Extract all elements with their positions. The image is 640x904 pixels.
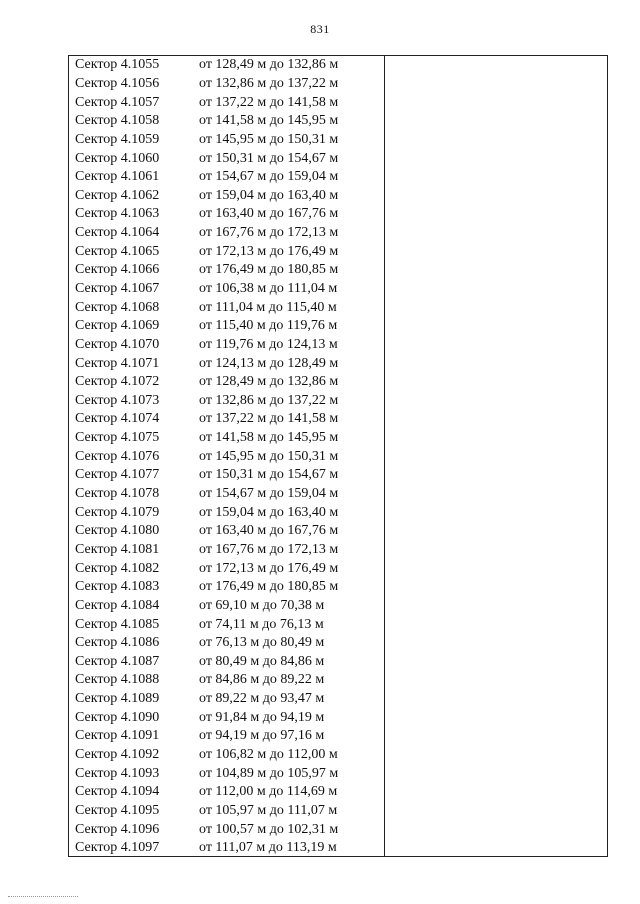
sector-cell: Сектор 4.1079 <box>75 504 160 520</box>
table-row <box>69 224 384 243</box>
sector-rows <box>69 56 384 858</box>
table-row <box>69 261 384 280</box>
sector-cell: Сектор 4.1056 <box>75 75 160 91</box>
distance-range-cell: от 167,76 м до 172,13 м <box>199 541 339 557</box>
distance-range-cell: от 104,89 м до 105,97 м <box>199 765 339 781</box>
distance-range-cell: от 137,22 м до 141,58 м <box>199 411 339 427</box>
distance-range-cell: от 80,49 м до 84,86 м <box>199 653 325 669</box>
sector-cell: Сектор 4.1070 <box>75 336 160 352</box>
sector-cell: Сектор 4.1069 <box>75 318 160 334</box>
sector-cell: Сектор 4.1076 <box>75 448 160 464</box>
distance-range-cell: от 105,97 м до 111,07 м <box>199 802 338 818</box>
sector-cell: Сектор 4.1096 <box>75 821 160 837</box>
table-row <box>69 168 384 187</box>
table-row <box>69 503 384 522</box>
distance-range-cell: от 94,19 м до 97,16 м <box>199 728 325 744</box>
sector-cell: Сектор 4.1061 <box>75 169 160 185</box>
sector-cell: Сектор 4.1062 <box>75 187 160 203</box>
sector-cell: Сектор 4.1068 <box>75 299 160 315</box>
distance-range-cell: от 145,95 м до 150,31 м <box>199 448 339 464</box>
table-row <box>69 578 384 597</box>
distance-range-cell: от 141,58 м до 145,95 м <box>199 113 339 129</box>
sector-cell: Сектор 4.1081 <box>75 541 160 557</box>
distance-range-cell: от 172,13 м до 176,49 м <box>199 560 339 576</box>
table-row <box>69 56 384 75</box>
sector-cell: Сектор 4.1065 <box>75 243 160 259</box>
distance-range-cell: от 89,22 м до 93,47 м <box>199 691 325 707</box>
distance-range-cell: от 176,49 м до 180,85 м <box>199 579 339 595</box>
distance-range-cell: от 172,13 м до 176,49 м <box>199 243 339 259</box>
table-row <box>69 466 384 485</box>
sector-cell: Сектор 4.1082 <box>75 560 160 576</box>
sector-cell: Сектор 4.1092 <box>75 747 160 763</box>
table-row <box>69 615 384 634</box>
distance-range-cell: от 150,31 м до 154,67 м <box>199 150 339 166</box>
sector-cell: Сектор 4.1066 <box>75 262 160 278</box>
sector-cell: Сектор 4.1087 <box>75 653 160 669</box>
distance-range-cell: от 124,13 м до 128,49 м <box>199 355 339 371</box>
table-row <box>69 186 384 205</box>
sector-cell: Сектор 4.1063 <box>75 206 160 222</box>
distance-range-cell: от 112,00 м до 114,69 м <box>199 784 338 800</box>
sector-cell: Сектор 4.1097 <box>75 840 160 856</box>
sector-cell: Сектор 4.1060 <box>75 150 160 166</box>
distance-range-cell: от 84,86 м до 89,22 м <box>199 672 325 688</box>
table-row <box>69 373 384 392</box>
sector-cell: Сектор 4.1085 <box>75 616 160 632</box>
table-row <box>69 75 384 94</box>
table-row <box>69 690 384 709</box>
table-row <box>69 112 384 131</box>
distance-range-cell: от 176,49 м до 180,85 м <box>199 262 339 278</box>
table-row <box>69 242 384 261</box>
table-row <box>69 354 384 373</box>
distance-range-cell: от 163,40 м до 167,76 м <box>199 206 339 222</box>
sector-cell: Сектор 4.1074 <box>75 411 160 427</box>
table-row <box>69 671 384 690</box>
sector-cell: Сектор 4.1083 <box>75 579 160 595</box>
sector-cell: Сектор 4.1064 <box>75 225 160 241</box>
sector-cell: Сектор 4.1090 <box>75 709 160 725</box>
table-row <box>69 429 384 448</box>
sector-cell: Сектор 4.1058 <box>75 113 160 129</box>
table-row <box>69 802 384 821</box>
sector-cell: Сектор 4.1059 <box>75 131 160 147</box>
sector-cell: Сектор 4.1095 <box>75 802 160 818</box>
sector-cell: Сектор 4.1077 <box>75 467 160 483</box>
table-row <box>69 541 384 560</box>
sector-cell: Сектор 4.1055 <box>75 57 160 73</box>
table-row <box>69 708 384 727</box>
sector-cell: Сектор 4.1093 <box>75 765 160 781</box>
distance-range-cell: от 76,13 м до 80,49 м <box>199 635 325 651</box>
distance-range-cell: от 91,84 м до 94,19 м <box>199 709 325 725</box>
distance-range-cell: от 154,67 м до 159,04 м <box>199 169 339 185</box>
sector-cell: Сектор 4.1073 <box>75 392 160 408</box>
table-row <box>69 522 384 541</box>
distance-range-cell: от 150,31 м до 154,67 м <box>199 467 339 483</box>
sector-cell: Сектор 4.1072 <box>75 374 160 390</box>
distance-range-cell: от 119,76 м до 124,13 м <box>199 336 338 352</box>
table-row <box>69 485 384 504</box>
table-row <box>69 410 384 429</box>
table-row <box>69 597 384 616</box>
distance-range-cell: от 69,10 м до 70,38 м <box>199 597 325 613</box>
scan-footer-mark <box>8 896 78 897</box>
distance-range-cell: от 137,22 м до 141,58 м <box>199 94 339 110</box>
sector-cell: Сектор 4.1091 <box>75 728 160 744</box>
table-row <box>69 634 384 653</box>
distance-range-cell: от 163,40 м до 167,76 м <box>199 523 339 539</box>
sector-cell: Сектор 4.1088 <box>75 672 160 688</box>
distance-range-cell: от 154,67 м до 159,04 м <box>199 486 339 502</box>
sector-cell: Сектор 4.1089 <box>75 691 160 707</box>
sector-cell: Сектор 4.1067 <box>75 281 160 296</box>
distance-range-cell: от 145,95 м до 150,31 м <box>199 131 339 147</box>
page-number: 831 <box>310 22 330 36</box>
distance-range-cell: от 106,38 м до 111,04 м <box>199 281 338 296</box>
table-row <box>69 653 384 672</box>
table-row <box>69 447 384 466</box>
table-row <box>69 820 384 839</box>
sector-cell: Сектор 4.1078 <box>75 486 160 502</box>
distance-range-cell: от 159,04 м до 163,40 м <box>199 504 339 520</box>
sector-cell: Сектор 4.1075 <box>75 430 160 446</box>
distance-range-cell: от 132,86 м до 137,22 м <box>199 392 339 408</box>
distance-range-cell: от 128,49 м до 132,86 м <box>199 374 339 390</box>
table-row <box>69 205 384 224</box>
sector-cell: Сектор 4.1094 <box>75 784 160 800</box>
table-row <box>69 280 384 299</box>
table-row <box>69 149 384 168</box>
distance-range-cell: от 111,04 м до 115,40 м <box>199 299 337 315</box>
distance-range-cell: от 167,76 м до 172,13 м <box>199 225 339 241</box>
empty-right-column <box>385 56 607 856</box>
sector-cell: Сектор 4.1057 <box>75 94 160 110</box>
table-row <box>69 317 384 336</box>
table-row <box>69 93 384 112</box>
table-row <box>69 746 384 765</box>
table-row <box>69 336 384 355</box>
sector-cell: Сектор 4.1086 <box>75 635 160 651</box>
distance-range-cell: от 111,07 м до 113,19 м <box>199 840 337 856</box>
distance-range-cell: от 74,11 м до 76,13 м <box>199 616 324 632</box>
table-row <box>69 783 384 802</box>
table-row <box>69 764 384 783</box>
sector-cell: Сектор 4.1080 <box>75 523 160 539</box>
table-row <box>69 392 384 411</box>
sector-table <box>68 55 608 857</box>
table-row <box>69 727 384 746</box>
sector-cell: Сектор 4.1071 <box>75 355 160 371</box>
distance-range-cell: от 132,86 м до 137,22 м <box>199 75 339 91</box>
distance-range-cell: от 115,40 м до 119,76 м <box>199 318 338 334</box>
distance-range-cell: от 100,57 м до 102,31 м <box>199 821 339 837</box>
distance-range-cell: от 159,04 м до 163,40 м <box>199 187 339 203</box>
distance-range-cell: от 141,58 м до 145,95 м <box>199 430 339 446</box>
distance-range-cell: от 106,82 м до 112,00 м <box>199 747 338 763</box>
table-row <box>69 839 384 858</box>
table-row <box>69 298 384 317</box>
distance-range-cell: от 128,49 м до 132,86 м <box>199 57 339 73</box>
table-row <box>69 131 384 150</box>
table-row <box>69 559 384 578</box>
sector-cell: Сектор 4.1084 <box>75 597 160 613</box>
